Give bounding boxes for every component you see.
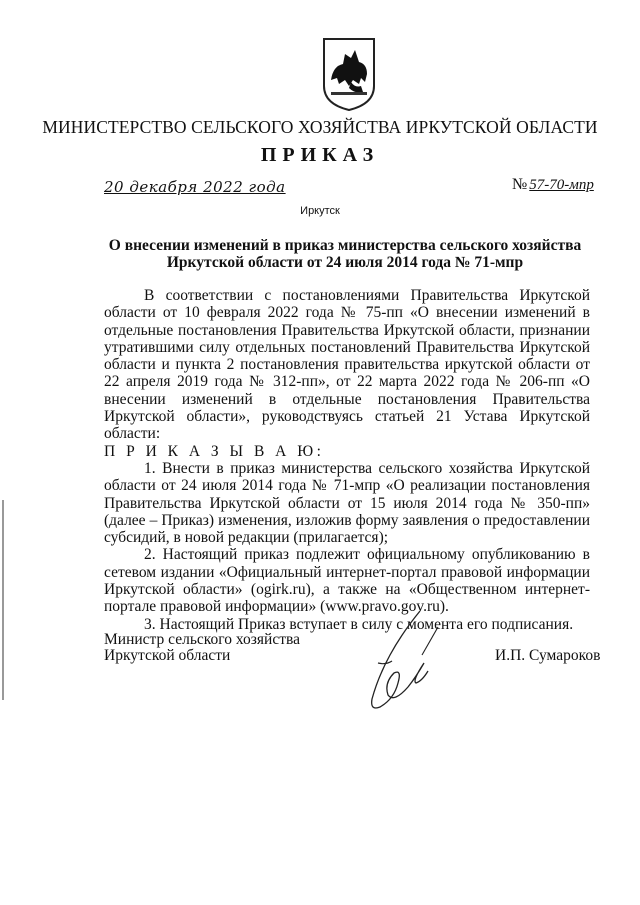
number-value: 57-70-мпр [529, 177, 594, 193]
scan-edge-line [2, 500, 4, 700]
number-prefix: № [512, 176, 528, 193]
document-date: 20 декабря 2022 года [104, 178, 286, 196]
position-line-1: Министр сельского хозяйства [104, 631, 300, 648]
document-number [512, 176, 594, 194]
signatory-position [104, 632, 300, 664]
position-line-2: Иркутской области [104, 647, 231, 664]
city: Иркутск [300, 205, 340, 217]
title-line-2: Иркутской области от 24 июля 2014 года № 71-мпр [166, 254, 524, 271]
document-type: ПРИКАЗ [260, 144, 380, 166]
decree-word: П Р И К А З Ы В А Ю: [104, 442, 325, 460]
title-line-1: О внесении изменений в приказ министерства сельского хозяйства [108, 237, 582, 254]
document-body [104, 287, 590, 633]
ministry-name: МИНИСТЕРСТВО СЕЛЬСКОГО ХОЗЯЙСТВА ИРКУТСКОЙ ОБЛАСТИ [42, 117, 598, 137]
irkutsk-coat-of-arms-icon [321, 36, 377, 112]
list-item: 3. Настоящий Приказ вступает в силу с момента его подписания. [144, 615, 574, 633]
document-title [100, 237, 590, 271]
list-item: 2. Настоящий приказ подлежит официальному опубликованию в сетевом издании «Официальный интернет-портал правовой информации Иркутской области» (ogirk.ru), а также на «Общественном интернет-портале правовой информации» (www.pravo.gov.ru). [104, 546, 590, 616]
preamble-paragraph: В соответствии с постановлениями Правительства Иркутской области от 10 февраля 2022 года № 75-пп «О внесении изменений в отдельные постановления Правительства Иркутской области, признании утратившими силу отдельных постановлений Правительства Иркутской области и пункта 2 постановления правительства иркутской области от 22 апреля 2019 года № 312-пп», от 22 марта 2022 года № 206-пп «О внесении изменений в отдельные постановления Правительства Иркутской области», руководствуясь статьей 21 Устава Иркутской области: [104, 287, 590, 443]
handwritten-signature-icon [342, 603, 462, 723]
list-item: 1. Внести в приказ министерства сельского хозяйства Иркутской области от 24 июля 2014 года № 71-мпр «О реализации постановления Правительства Иркутской области от 15 июля 2014 года № 350-пп» (далее – Приказ) изменения, изложив форму заявления о предоставлении субсидий, в новой редакции (прилагается); [104, 459, 590, 547]
signatory-name: И.П. Сумароков [495, 647, 601, 664]
